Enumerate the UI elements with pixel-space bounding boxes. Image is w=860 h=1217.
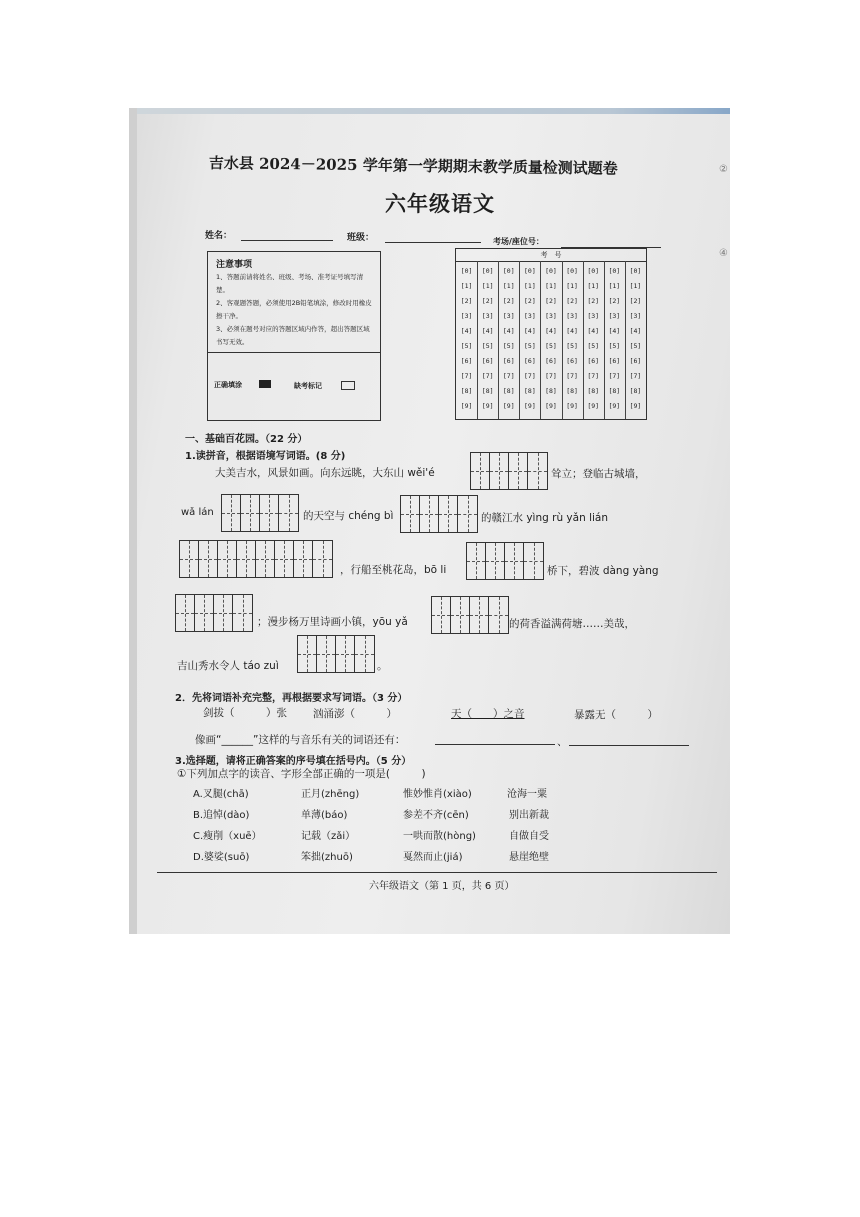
exam-number-column [519,261,541,419]
digit-bubble[interactable]: [0] [545,267,557,275]
section-1-title: 一、基础百花园。（22 分） [185,434,308,445]
digit-bubble[interactable]: [8] [629,387,642,395]
digit-bubble[interactable]: [3] [587,312,600,320]
digit-bubble[interactable]: [7] [502,372,515,380]
digit-bubble[interactable]: [1] [502,282,515,290]
q1-line4-mid: ；漫步杨万里诗画小镇，yōu yǎ [257,616,408,628]
digit-bubble[interactable]: [9] [524,402,536,410]
digit-bubble[interactable]: [7] [587,372,600,380]
digit-bubble[interactable]: [6] [629,357,642,365]
q1-line4-after: 的荷香溢满荷塘……美哉， [509,618,635,630]
exam-number-column [583,261,605,419]
char-cell[interactable] [214,595,233,631]
char-cell[interactable] [294,541,313,577]
digit-bubble[interactable]: [0] [481,267,494,275]
class-blank[interactable] [385,242,481,243]
char-cell[interactable] [470,597,489,633]
q2-word-3: 天（ ）之音 [451,708,525,720]
notice-title: 注意事项 [216,260,253,270]
digit-bubble[interactable]: [2] [566,297,578,305]
digit-bubble[interactable]: [1] [524,282,536,290]
char-cell[interactable] [237,541,256,577]
correct-fill-sample [259,380,271,388]
char-cell[interactable] [458,496,477,532]
answer-box-dangyang[interactable] [175,594,253,632]
exam-number-column [477,261,499,419]
digit-bubble[interactable]: [9] [545,402,557,410]
option-a-1: A.叉腿(chā) [193,789,249,800]
q1-line3-after: 桥下，碧波 dàng yàng [547,565,659,577]
notice-box [207,251,381,421]
char-cell[interactable] [490,453,509,489]
exam-sheet [137,114,717,934]
digit-bubble[interactable]: [1] [545,282,557,290]
answer-box-weie[interactable] [470,452,548,490]
digit-bubble[interactable]: [6] [545,357,557,365]
margin-mark-1: ② [719,164,728,175]
digit-bubble[interactable]: [5] [587,342,600,350]
digit-bubble[interactable]: [0] [608,267,621,275]
digit-bubble[interactable]: [2] [629,297,642,305]
digit-bubble[interactable]: [9] [502,402,515,410]
q1-line2-mid: 的天空与 chéng bì [303,510,394,522]
char-cell[interactable] [195,595,214,631]
q3-title: 3.选择题，请将正确答案的序号填在括号内。（5 分） [175,756,412,767]
option-b-2: 单薄(báo) [301,810,348,821]
digit-bubble[interactable]: [3] [481,312,494,320]
option-c-2: 记载（zǎi） [301,831,356,842]
char-cell[interactable] [275,541,294,577]
page-footer: 六年级语文（第 1 页，共 6 页） [369,881,515,892]
exam-number-header: 考 号 [456,249,646,262]
digit-bubble[interactable]: [6] [524,357,536,365]
option-b-3: 参差不齐(cēn) [403,810,469,821]
exam-number-grid [455,248,647,420]
digit-bubble[interactable]: [8] [566,387,578,395]
seat-label: 考场/座位号： [493,237,544,246]
digit-bubble[interactable]: [5] [545,342,557,350]
digit-bubble[interactable]: [0] [566,267,578,275]
option-c-3: 一哄而散(hòng) [403,831,476,842]
exam-subject: 六年级语文 [385,191,495,216]
exam-number-column [498,261,520,419]
char-cell[interactable] [486,543,505,579]
char-cell[interactable] [233,595,252,631]
digit-bubble[interactable]: [8] [481,387,494,395]
correct-fill-label: 正确填涂 [214,381,242,389]
exam-number-column [540,261,562,419]
char-cell[interactable] [317,636,336,672]
digit-bubble[interactable]: [2] [524,297,536,305]
q2-separator: 、 [557,736,568,748]
char-cell[interactable] [218,541,237,577]
digit-bubble[interactable]: [2] [502,297,515,305]
digit-bubble[interactable]: [9] [608,402,621,410]
digit-bubble[interactable]: [7] [481,372,494,380]
digit-bubble[interactable]: [4] [481,327,494,335]
absent-mark-label: 缺考标记 [294,382,322,390]
char-cell[interactable] [298,636,317,672]
digit-bubble[interactable]: [5] [524,342,536,350]
q1-line5-after: 。 [377,660,388,672]
digit-bubble[interactable]: [3] [566,312,578,320]
digit-bubble[interactable]: [1] [566,282,578,290]
digit-bubble[interactable]: [7] [629,372,642,380]
q1-line2-after: 的赣江水 yìng rù yǎn lián [481,512,608,524]
q2-word-2: 汹涌澎（ ） [313,708,397,720]
digit-bubble[interactable]: [5] [629,342,642,350]
digit-bubble[interactable]: [5] [481,342,494,350]
digit-bubble[interactable]: [6] [566,357,578,365]
digit-bubble[interactable]: [4] [524,327,536,335]
digit-bubble[interactable]: [0] [502,267,515,275]
notice-item-2: 2、客观题答题，必须使用2B铅笔填涂，修改时用橡皮擦干净。 [216,299,372,320]
char-cell[interactable] [260,495,279,531]
char-cell[interactable] [313,541,332,577]
digit-bubble[interactable]: [0] [587,267,600,275]
q1-title: 1.读拼音，根据语境写词语。(8 分) [185,451,346,462]
q3-subquestion: ①下列加点字的读音、字形全部正确的一项是( ) [177,768,426,780]
digit-bubble[interactable]: [4] [502,327,515,335]
digit-bubble[interactable]: [5] [608,342,621,350]
option-d-3: 戛然而止(jiá) [403,852,463,863]
char-cell[interactable] [489,597,508,633]
digit-bubble[interactable]: [6] [587,357,600,365]
char-cell[interactable] [471,453,490,489]
digit-bubble[interactable]: [1] [481,282,494,290]
digit-bubble[interactable]: [3] [460,312,473,320]
option-a-4: 沧海一粟 [507,789,547,800]
class-label: 班级： [347,233,375,243]
answer-box-walan[interactable] [221,494,299,532]
q2-word-4: 暴露无（ ） [574,709,658,721]
digit-bubble[interactable]: [1] [587,282,600,290]
char-cell[interactable] [432,597,451,633]
digit-bubble[interactable]: [3] [629,312,642,320]
name-label: 姓名： [205,231,233,241]
exam-title: 吉水县 2024－2025 学年第一学期期末教学质量检测试题卷 [208,153,618,178]
digit-bubble[interactable]: [7] [524,372,536,380]
char-cell[interactable] [524,543,543,579]
digit-bubble[interactable]: [6] [608,357,621,365]
option-c-4: 自做自受 [509,831,549,842]
digit-bubble[interactable]: [0] [629,267,642,275]
digit-bubble[interactable]: [6] [460,357,473,365]
digit-bubble[interactable]: [3] [502,312,515,320]
digit-bubble[interactable]: [9] [629,402,642,410]
digit-bubble[interactable]: [4] [608,327,621,335]
digit-bubble[interactable]: [7] [460,372,473,380]
answer-box-boli[interactable] [466,542,544,580]
digit-bubble[interactable]: [2] [460,297,473,305]
digit-bubble[interactable]: [1] [629,282,642,290]
photographed-exam-page [129,108,730,934]
notice-item-3: 3、必须在题号对应的答题区域内作答，超出答题区域书写无效。 [216,325,370,346]
q2-line2: 像画“______”这样的与音乐有关的词语还有： [195,734,406,746]
digit-bubble[interactable]: [3] [608,312,621,320]
digit-bubble[interactable]: [6] [502,357,515,365]
margin-mark-2: ④ [719,248,728,259]
digit-bubble[interactable]: [9] [481,402,494,410]
char-cell[interactable] [467,543,486,579]
digit-bubble[interactable]: [7] [566,372,578,380]
digit-bubble[interactable]: [4] [629,327,642,335]
digit-bubble[interactable]: [8] [524,387,536,395]
digit-bubble[interactable]: [0] [524,267,536,275]
digit-bubble[interactable]: [2] [481,297,494,305]
char-cell[interactable] [176,595,195,631]
digit-bubble[interactable]: [8] [608,387,621,395]
digit-bubble[interactable]: [4] [460,327,473,335]
char-cell[interactable] [241,495,260,531]
option-b-4: 别出新裁 [509,810,549,821]
digit-bubble[interactable]: [1] [460,282,473,290]
digit-bubble[interactable]: [3] [524,312,536,320]
char-cell[interactable] [505,543,524,579]
char-cell[interactable] [420,496,439,532]
digit-bubble[interactable]: [8] [460,387,473,395]
pinyin-walan: wǎ lán [181,507,214,518]
q2-answer-blank-2[interactable] [569,745,689,746]
digit-bubble[interactable]: [8] [587,387,600,395]
exam-number-column [456,261,478,419]
char-cell[interactable] [336,636,355,672]
digit-bubble[interactable]: [1] [608,282,621,290]
option-d-2: 笨拙(zhuō) [301,852,353,863]
char-cell[interactable] [439,496,458,532]
option-a-3: 惟妙惟肖(xiào) [403,789,472,800]
answer-box-taozui[interactable] [297,635,375,673]
q2-word-1: 剑拔（ ）张 [203,707,287,719]
char-cell[interactable] [180,541,199,577]
char-cell[interactable] [451,597,470,633]
option-a-2: 正月(zhēng) [301,789,360,800]
digit-bubble[interactable]: [3] [545,312,557,320]
digit-bubble[interactable]: [2] [608,297,621,305]
digit-bubble[interactable]: [9] [460,402,473,410]
footer-divider [157,872,717,873]
name-blank[interactable] [241,240,333,241]
digit-bubble[interactable]: [9] [587,402,600,410]
notice-item-1: 1、答题前请将姓名、班级、考场、准考证号填写清楚。 [216,273,364,294]
char-cell[interactable] [401,496,420,532]
digit-bubble[interactable]: [7] [608,372,621,380]
digit-bubble[interactable]: [5] [460,342,473,350]
exam-number-column [625,261,646,419]
digit-bubble[interactable]: [4] [587,327,600,335]
digit-bubble[interactable]: [2] [587,297,600,305]
digit-bubble[interactable]: [8] [545,387,557,395]
q1-line1-after: 耸立；登临古城墙， [551,468,646,480]
digit-bubble[interactable]: [4] [566,327,578,335]
option-d-1: D.婆娑(suō) [193,852,250,863]
digit-bubble[interactable]: [9] [566,402,578,410]
digit-bubble[interactable]: [8] [502,387,515,395]
digit-bubble[interactable]: [0] [460,267,473,275]
option-c-1: C.瘦削（xuē） [193,831,262,842]
digit-bubble[interactable]: [4] [545,327,557,335]
q1-line1-text: 大美吉水，风景如画。向东远眺，大东山 wěi'é [215,467,435,479]
digit-bubble[interactable]: [5] [502,342,515,350]
char-cell[interactable] [222,495,241,531]
digit-bubble[interactable]: [2] [545,297,557,305]
q1-line5-text: 吉山秀水令人 táo zuì [177,660,279,672]
answer-box-chengbi[interactable] [400,495,478,533]
digit-bubble[interactable]: [6] [481,357,494,365]
char-cell[interactable] [256,541,275,577]
char-cell[interactable] [528,453,547,489]
q1-line3-mid: ，行船至桃花岛，bō li [340,564,447,576]
photo-left-edge [129,108,137,934]
char-cell[interactable] [279,495,298,531]
q2-answer-blank-1[interactable] [435,744,555,745]
answer-box-yingruyanlian[interactable] [179,540,333,578]
char-cell[interactable] [509,453,528,489]
exam-number-column [604,261,626,419]
q2-title: 2．先将词语补充完整，再根据要求写词语。（3 分） [175,693,408,704]
absent-mark-checkbox[interactable] [341,381,355,390]
char-cell[interactable] [199,541,218,577]
digit-bubble[interactable]: [7] [545,372,557,380]
option-d-4: 悬崖绝壁 [509,852,549,863]
answer-box-youya[interactable] [431,596,509,634]
char-cell[interactable] [355,636,374,672]
exam-number-column [562,261,584,419]
option-b-1: B.追悼(dào) [193,810,250,821]
digit-bubble[interactable]: [5] [566,342,578,350]
